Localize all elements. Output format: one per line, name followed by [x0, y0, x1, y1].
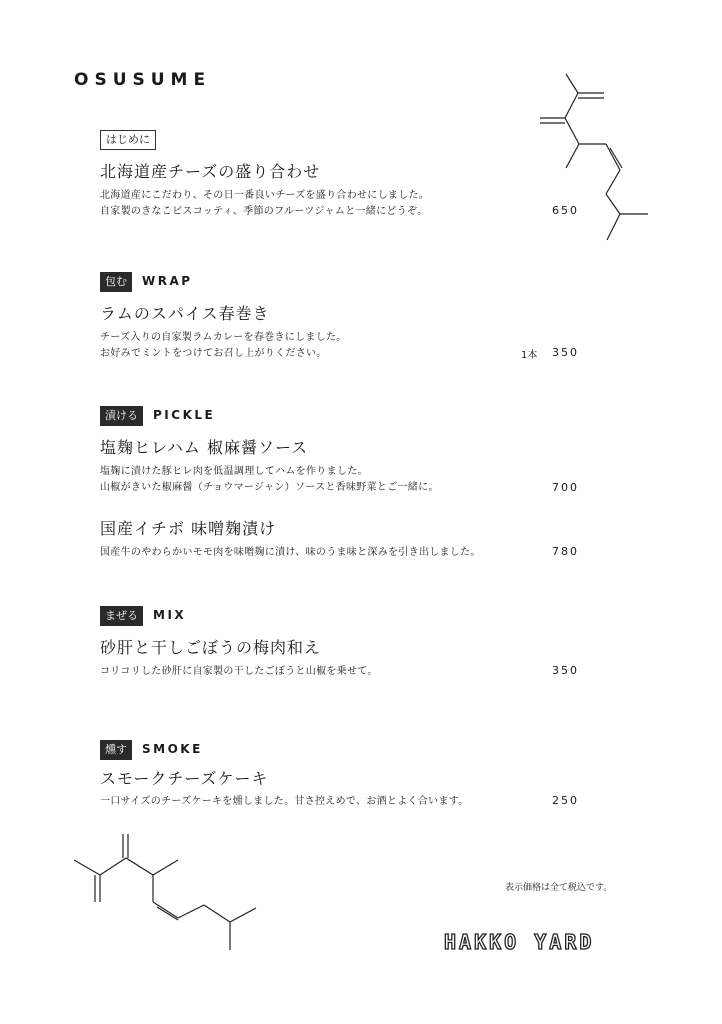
dish-description: チーズ入りの自家製ラムカレーを春巻きにしました。 お好みでミントをつけてお召し上がりください。 — [100, 332, 347, 359]
section-label: WRAP — [142, 273, 193, 288]
dish-name: ラムのスパイス春巻き — [100, 304, 270, 323]
dish-name: 塩麹ヒレハム 椒麻醤ソース — [100, 438, 309, 457]
tax-note: 表示価格は全て税込です。 — [505, 883, 613, 893]
section-label: MIX — [153, 607, 187, 622]
dish-description: 塩麹に漬けた豚ヒレ肉を低温調理してハムを作りました。 山椒がきいた椒麻醤（チョウマージャン）ソースと香味野菜とご一緒に。 — [100, 466, 439, 493]
page-title: OSUSUME — [74, 70, 212, 90]
section-tag: 漬ける — [100, 406, 143, 426]
dish-price: 780 — [552, 545, 579, 558]
dish-quantity: 1本 — [521, 350, 538, 361]
section-header — [100, 738, 203, 760]
molecule-structure-icon — [530, 68, 660, 248]
dish-price: 250 — [552, 794, 579, 807]
section-tag: はじめに — [100, 130, 156, 150]
dish-name: 北海道産チーズの盛り合わせ — [100, 162, 321, 181]
dish-description: 一口サイズのチーズケーキを燻しました。甘さ控えめで、お酒とよく合います。 — [100, 796, 469, 807]
dish-description: 国産牛のやわらかいモモ肉を味噌麹に漬け、味のうま味と深みを引き出しました。 — [100, 547, 481, 558]
dish-name: 国産イチボ 味噌麹漬け — [100, 519, 277, 538]
dish-name: 砂肝と干しごぼうの梅肉和え — [100, 638, 322, 657]
dish-name: スモークチーズケーキ — [100, 769, 269, 788]
dish-description: コリコリした砂肝に自家製の干したごぼうと山椒を乗せて。 — [100, 666, 378, 677]
dish-price: 700 — [552, 481, 579, 494]
section-tag: 包む — [100, 272, 132, 292]
section-header — [100, 128, 156, 150]
section-header — [100, 404, 215, 426]
dish-price: 650 — [552, 204, 579, 217]
dish-price: 350 — [552, 346, 579, 359]
section-header — [100, 270, 193, 292]
dish-price: 350 — [552, 664, 579, 677]
section-label: PICKLE — [153, 407, 216, 422]
dish-description: 北海道産にこだわり、その日一番良いチーズを盛り合わせにしました。 自家製のきなこビスコッティ、季節のフルーツジャムと一緒にどうぞ。 — [100, 190, 430, 217]
molecule-structure-icon — [70, 830, 270, 960]
section-header — [100, 604, 186, 626]
section-tag: まぜる — [100, 606, 143, 626]
section-tag: 燻す — [100, 740, 132, 760]
brand-logo: HAKKO YARD — [444, 930, 595, 954]
section-label: SMOKE — [142, 741, 203, 756]
